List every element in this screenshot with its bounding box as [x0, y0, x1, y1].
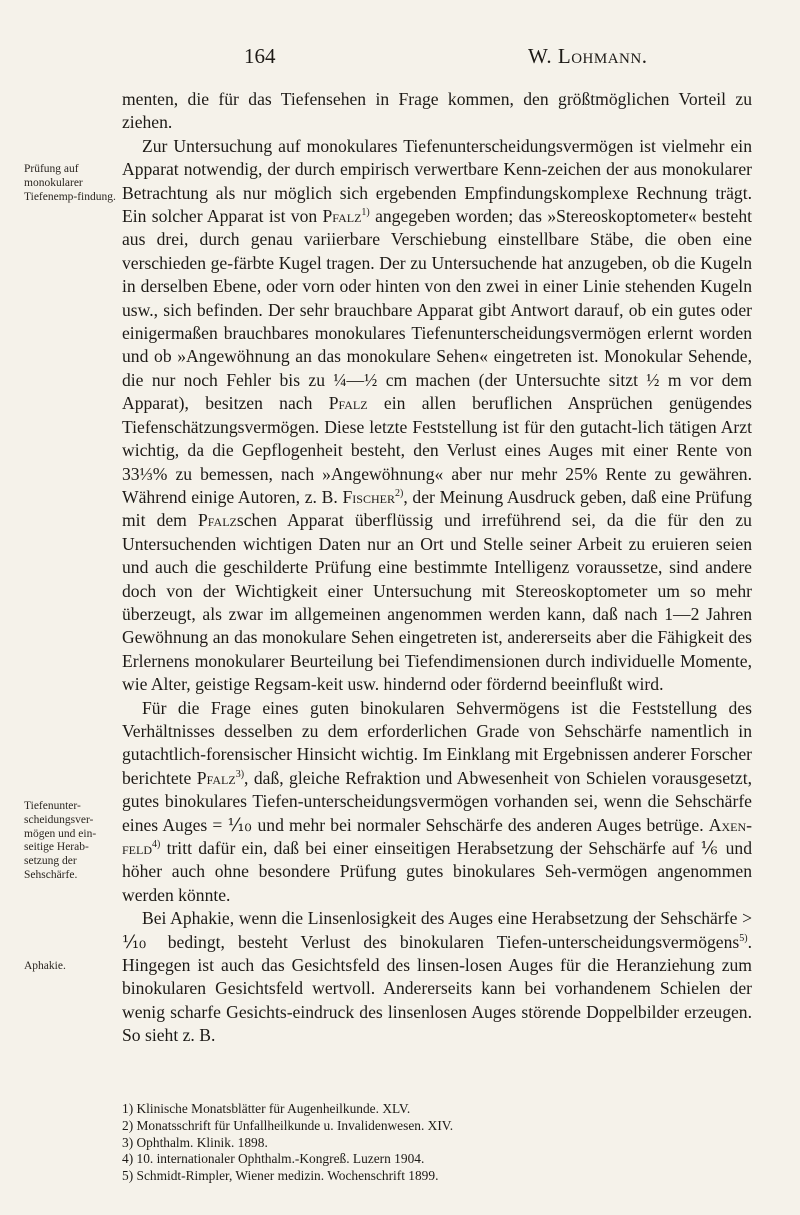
margin-note-pruefung: Prüfung auf monokularer Tiefenemp-findung.: [24, 163, 116, 203]
paragraph-4: [122, 907, 752, 1047]
footnote-ref-3: 3): [235, 768, 245, 780]
author-pfalz: Pfalz: [196, 767, 236, 788]
p3-text-b: , daß, gleiche Refraktion und Abwesenheit von Schielen vorausgesetzt, gutes binokulares Tiefen-unterscheidungsvermögen vorhanden sei, wenn die Sehschärfe eines Auges = ⅒ und mehr bei normaler Sehschärfe des anderen Auges betrüge.: [122, 767, 752, 835]
footnote-5: 5) Schmidt-Rimpler, Wiener medizin. Wochenschrift 1899.: [122, 1168, 439, 1184]
p4-text-a: Bei Aphakie, wenn die Linsenlosigkeit des Auges eine Herabsetzung der Sehschärfe > ⅒ bedingt, besteht Verlust des binokularen Tiefen-unterscheidungsvermögens: [122, 908, 752, 952]
footnote-3: 3) Ophthalm. Klinik. 1898.: [122, 1134, 268, 1150]
footnote-ref-2: 2): [394, 488, 404, 500]
author-pfalz: Pfalz: [322, 206, 362, 227]
footnote-1: 1) Klinische Monatsblätter für Augenheilkunde. XLV.: [122, 1101, 411, 1116]
paragraph-1: menten, die für das Tiefensehen in Frage kommen, den größtmöglichen Vorteil zu ziehen.: [122, 89, 752, 133]
p4-text-b: . Hingegen ist auch das Gesichtsfeld des linsen-losen Auges für die Heranziehung zum binokularen Gesichtsfeld wertvoll. Andererseits kann bei vorhandenem Schielen der wenig scharfe Gesichts-eindruck des linsenlosen Auges störende Doppelbilder erzeugen. So sieht z. B.: [122, 931, 752, 1046]
p2-text-a: Zur Untersuchung auf monokulares Tiefenunterscheidungsvermögen ist vielmehr ein Apparat notwendig, der durch empirisch verwertbare Kenn-zeichen der aus monokularer Betrachtung als nur möglich sich ergebenden Empfindungskomplexe Rechnung trägt. Ein solcher Apparat ist von: [122, 135, 752, 227]
author-axenfeld: Axen-feld: [122, 814, 752, 858]
author-pfalz: Pfalz: [197, 510, 237, 531]
p2-text-e: schen Apparat überflüssig und irreführend sei, da die für den zu Untersuchenden wichtigen Daten nur an Ort und Stelle seiner Arbeit zu eruieren seien und auch die geschilderte Prüfung eine bestimmte Intelligenz voraussetze, sind andere doch von der Wichtigkeit einer Untersuchung mit Stereoskoptometer um so mehr überzeugt, als zwar im allgemeinen angenommen werden kann, daß nach 1—2 Jahren Gewöhnung an das monokulare Sehen eingetreten ist, andererseits aber die Fähigkeit des Erlernens monokularer Beurteilung bei Tiefendimensionen durch individuelle Momente, wie Alter, geistige Regsam-keit usw. hindernd oder fördernd beeinflußt wird.: [122, 510, 752, 695]
p2-text-c: ein allen beruflichen Ansprüchen genügendes Tiefenschätzungsvermögen. Diese letzte Feststellung ist für den gutacht-lich tätigen Arzt wichtig, da die Gepflogenheit besteht, den Verlust eines Auges mit einer Rente von 33⅓% zu bemessen, nach »Angewöhnung« aber nur mehr 25% Rente zu gewähren. Während einige Autoren, z. B.: [122, 393, 752, 507]
p3-text-c: tritt dafür ein, daß bei einer einseitigen Herabsetzung der Sehschärfe auf ⅙ und höher auch ohne besondere Prüfung gutes binokulares Seh-vermögen angenommen werden könnte.: [122, 838, 752, 905]
footnote-ref-5: 5): [739, 932, 748, 944]
p3-text-a: Für die Frage eines guten binokularen Sehvermögens ist die Feststellung des Verhältnisses desselben zu dem erforderlichen Grade von Sehschärfe namentlich in gutachtlich-forensischer Hinsicht wichtig. Im Einklang mit Ergebnissen anderer Forscher berichtete: [122, 697, 752, 788]
margin-note-tiefenunterscheidung: Tiefenunter-scheidungsver-mögen und ein-seitige Herab-setzung der Sehschärfe.: [24, 800, 97, 881]
margin-note-aphakie: Aphakie.: [24, 960, 66, 972]
footnote-2: 2) Monatsschrift für Unfallheilkunde u. Invalidenwesen. XIV.: [122, 1117, 454, 1133]
page-header: [0, 44, 800, 74]
footnote-ref-4: 4): [152, 839, 161, 851]
author-pfalz: Pfalz: [328, 393, 368, 414]
page-number: 164: [244, 44, 276, 68]
body-text: [122, 88, 752, 1048]
author-fischer: Fischer: [342, 486, 395, 507]
p2-text-d: , der Meinung Ausdruck geben, daß eine Prüfung mit dem: [122, 486, 753, 531]
running-head-author: W. Lohmann.: [528, 44, 648, 68]
paragraph-3: [122, 697, 752, 908]
footnote-4: 4) 10. internationaler Ophthalm.-Kongreß. Luzern 1904.: [122, 1151, 425, 1167]
footnote-ref-1: 1): [361, 207, 370, 219]
p2-text-b: angegeben worden; das »Stereoskoptometer« besteht aus drei, durch genau variierbare Verschiebung einstellbare Stäbe, die oben eine verschieden ge-färbte Kugel tragen. Der zu Untersuchende hat anzugeben, ob die Kugeln in derselben Ebene, oder vorn oder hinten von den zwei in einer Linie stehenden Kugeln usw., sich befinden. Der sehr brauchbare Apparat gibt Antwort darauf, ob ein gutes oder einigermaßen brauchbares monokulares Tiefenunterscheidungsvermögen erlernt worden und ob »Angewöhnung an das monokulare Sehen« eingetreten ist. Monokular Sehende, die nur noch Fehler bis zu ¼—½ cm machen (der Untersuchte sitzt ½ m vor dem Apparat), besitzen nach: [122, 206, 753, 414]
paragraph-2: [122, 135, 752, 697]
footnotes: [122, 1101, 752, 1185]
